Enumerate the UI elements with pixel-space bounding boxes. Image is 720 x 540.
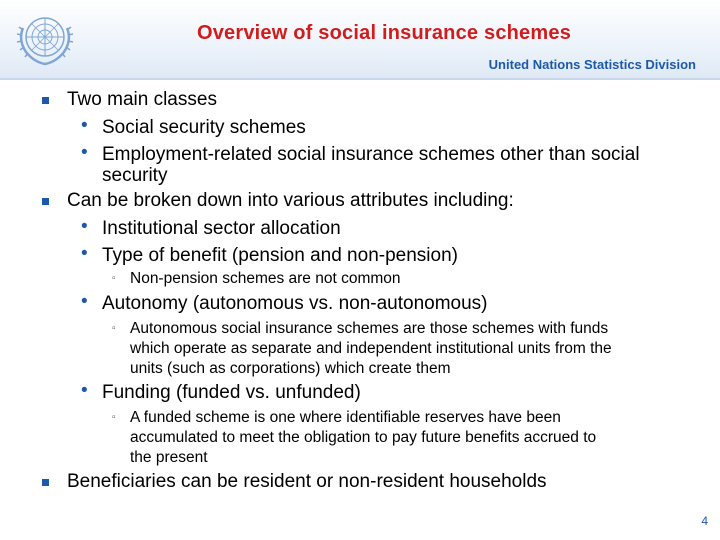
bullet-dot-icon: • [81, 115, 88, 136]
page-number: 4 [701, 514, 708, 528]
bullet-level2: Funding (funded vs. unfunded) [102, 382, 361, 403]
slide-header [0, 0, 720, 78]
bullet-level3: Non-pension schemes are not common [130, 270, 401, 287]
bullet-dot-icon: • [81, 291, 88, 312]
bullet-square-icon [42, 97, 49, 104]
bullet-level2: Social security schemes [102, 117, 306, 138]
bullet-dot-icon: • [81, 243, 88, 264]
bullet-dot-icon: • [81, 380, 88, 401]
bullet-dash-icon: ▫ [112, 412, 116, 423]
bullet-level1: Can be broken down into various attributes including: [67, 190, 514, 211]
slide-title: Overview of social insurance schemes [196, 22, 572, 44]
bullet-level2: Type of benefit (pension and non-pension) [102, 245, 458, 266]
bullet-level2: Institutional sector allocation [102, 218, 341, 239]
header-divider [0, 78, 720, 80]
bullet-level3-continued: accumulated to meet the obligation to pay future benefits accrued to [130, 429, 597, 446]
bullet-square-icon [42, 479, 49, 486]
bullet-dot-icon: • [81, 216, 88, 237]
bullet-dash-icon: ▫ [112, 273, 116, 284]
bullet-level3-continued: which operate as separate and independent institutional units from the [130, 340, 612, 357]
organization-name: United Nations Statistics Division [488, 57, 696, 72]
bullet-level1: Beneficiaries can be resident or non-resident households [67, 471, 547, 492]
bullet-level2: Employment-related social insurance schemes other than social [102, 144, 640, 165]
bullet-dash-icon: ▫ [112, 323, 116, 334]
bullet-level3-continued: the present [130, 449, 208, 466]
bullet-level3: Autonomous social insurance schemes are those schemes with funds [130, 320, 609, 337]
bullet-level2-continued: security [102, 165, 168, 186]
bullet-level3-continued: units (such as corporations) which create them [130, 360, 451, 377]
bullet-dot-icon: • [81, 142, 88, 163]
bullet-level2: Autonomy (autonomous vs. non-autonomous) [102, 293, 488, 314]
bullet-level1: Two main classes [67, 89, 217, 110]
bullet-square-icon [42, 198, 49, 205]
bullet-level3: A funded scheme is one where identifiable reserves have been [130, 409, 561, 426]
